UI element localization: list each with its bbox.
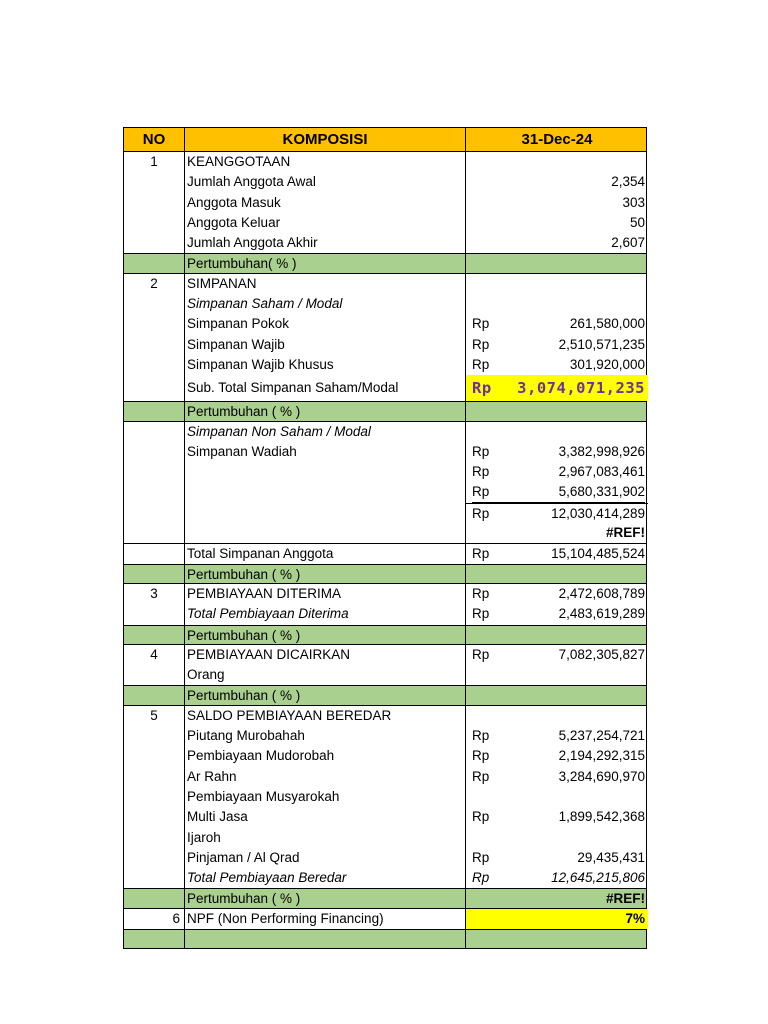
currency-label: Rp <box>472 379 492 398</box>
table-row <box>123 848 647 868</box>
table-row <box>123 294 647 314</box>
cell-no[interactable] <box>124 402 185 420</box>
currency-label: Rp <box>472 748 490 764</box>
cell-label[interactable]: Total Pembiayaan Beredar <box>185 868 466 888</box>
cell-label[interactable]: Pertumbuhan ( % ) <box>185 565 466 583</box>
cell-label[interactable]: Jumlah Anggota Akhir <box>185 233 466 253</box>
cell-no[interactable] <box>124 544 185 563</box>
cell-no[interactable] <box>124 746 185 766</box>
cell-value[interactable] <box>466 233 648 253</box>
cell-no[interactable]: 5 <box>124 706 185 726</box>
value-text <box>494 626 645 644</box>
cell-label[interactable]: Pertumbuhan ( % ) <box>185 626 466 644</box>
cell-no[interactable] <box>124 294 185 314</box>
spreadsheet-table <box>123 127 647 949</box>
cell-label[interactable]: KEANGGOTAAN <box>185 152 466 172</box>
cell-label[interactable] <box>185 523 466 543</box>
cell-value[interactable] <box>466 254 648 272</box>
cell-value[interactable] <box>466 665 648 685</box>
cell-no[interactable]: 1 <box>124 152 185 172</box>
cell-value[interactable] <box>466 462 648 482</box>
cell-value[interactable] <box>466 930 648 948</box>
currency-label <box>472 665 494 685</box>
cell-value[interactable] <box>466 686 648 704</box>
cell-no[interactable] <box>124 422 185 442</box>
growth-row <box>123 685 647 705</box>
value-text: 2,472,608,789 <box>558 585 645 601</box>
currency-label: Rp <box>472 728 490 744</box>
cell-label[interactable]: Simpanan Wajib Khusus <box>185 355 466 375</box>
cell-no[interactable] <box>124 482 185 502</box>
value-text: 303 <box>622 194 645 210</box>
value-text: 2,607 <box>611 235 645 251</box>
currency-label <box>472 402 494 420</box>
currency-label: Rp <box>472 870 490 886</box>
currency-label <box>472 152 494 172</box>
cell-label[interactable]: Pembiayaan Mudorobah <box>185 746 466 766</box>
cell-label[interactable]: Ijaroh <box>185 828 466 848</box>
cell-label[interactable]: SALDO PEMBIAYAAN BEREDAR <box>185 706 466 726</box>
value-text: #REF! <box>605 891 645 907</box>
cell-value[interactable] <box>466 213 648 233</box>
cell-value[interactable] <box>466 544 648 563</box>
cell-no[interactable] <box>124 442 185 462</box>
value-text: 261,580,000 <box>569 316 645 332</box>
cell-label[interactable]: Multi Jasa <box>185 807 466 827</box>
growth-row <box>123 564 647 584</box>
header-no[interactable]: NO <box>124 128 185 151</box>
cell-label[interactable] <box>185 462 466 482</box>
cell-label[interactable]: Total Pembiayaan Diterima <box>185 604 466 624</box>
table-row <box>123 543 647 563</box>
cell-value[interactable] <box>466 355 648 375</box>
cell-no[interactable] <box>124 807 185 827</box>
cell-value[interactable] <box>466 889 648 907</box>
currency-label <box>472 565 494 583</box>
growth-row <box>123 929 647 949</box>
table-row <box>123 422 647 442</box>
cell-value[interactable] <box>466 274 648 294</box>
table-row <box>123 746 647 766</box>
currency-label <box>472 787 494 807</box>
cell-value[interactable] <box>466 335 648 355</box>
cell-no[interactable]: 6 <box>124 909 185 929</box>
npf-value-highlight[interactable] <box>466 909 648 929</box>
table-row <box>123 314 647 334</box>
currency-label: Rp <box>472 849 490 865</box>
cell-value[interactable] <box>466 503 648 523</box>
table-row <box>123 767 647 787</box>
growth-row <box>123 888 647 908</box>
header-komposisi[interactable]: KOMPOSISI <box>185 128 466 151</box>
value-text <box>494 422 645 442</box>
cell-label[interactable]: Pertumbuhan ( % ) <box>185 889 466 907</box>
table-row <box>123 152 647 172</box>
value-text <box>494 706 645 726</box>
cell-value[interactable] <box>466 523 648 543</box>
cell-value[interactable] <box>466 645 648 665</box>
cell-label[interactable]: Pembiayaan Musyarokah <box>185 787 466 807</box>
cell-label[interactable]: Pertumbuhan ( % ) <box>185 686 466 704</box>
growth-row <box>123 401 647 421</box>
table-row <box>123 233 647 253</box>
value-text: 12,030,414,289 <box>551 505 645 521</box>
cell-no[interactable] <box>124 848 185 868</box>
table-row <box>123 584 647 604</box>
currency-label: Rp <box>472 809 490 825</box>
cell-value[interactable] <box>466 807 648 827</box>
cell-value[interactable] <box>466 442 648 462</box>
cell-label[interactable]: Pinjaman / Al Qrad <box>185 848 466 868</box>
cell-value[interactable] <box>466 848 648 868</box>
cell-label[interactable]: Jumlah Anggota Awal <box>185 172 466 192</box>
value-text: 301,920,000 <box>569 356 645 372</box>
value-text: #REF! <box>605 525 645 541</box>
value-text: 2,483,619,289 <box>558 606 645 622</box>
currency-label <box>472 626 494 644</box>
cell-value[interactable] <box>466 565 648 583</box>
cell-value[interactable] <box>466 726 648 746</box>
currency-label <box>472 233 494 253</box>
table-row <box>123 274 647 294</box>
currency-label <box>472 213 494 233</box>
cell-value[interactable] <box>466 787 648 807</box>
currency-label: Rp <box>472 505 490 521</box>
table-row <box>123 172 647 192</box>
table-row <box>123 604 647 624</box>
table-row <box>123 462 647 482</box>
cell-label[interactable]: PEMBIAYAAN DICAIRKAN <box>185 645 466 665</box>
cell-no[interactable] <box>124 930 185 948</box>
cell-label[interactable]: Sub. Total Simpanan Saham/Modal <box>185 375 466 401</box>
cell-no[interactable] <box>124 868 185 888</box>
currency-label <box>472 193 494 213</box>
value-text: 3,382,998,926 <box>558 443 645 459</box>
cell-no[interactable] <box>124 314 185 334</box>
cell-value[interactable] <box>466 604 648 624</box>
cell-label[interactable]: Simpanan Pokok <box>185 314 466 334</box>
cell-no[interactable] <box>124 193 185 213</box>
cell-no[interactable] <box>124 787 185 807</box>
cell-label[interactable]: Pertumbuhan ( % ) <box>185 402 466 420</box>
cell-no[interactable] <box>124 686 185 704</box>
cell-value[interactable] <box>466 402 648 420</box>
value-text: 3,284,690,970 <box>558 768 645 784</box>
table-row <box>123 355 647 375</box>
currency-label: Rp <box>472 464 490 480</box>
value-text <box>494 665 645 685</box>
cell-label[interactable]: Total Simpanan Anggota <box>185 544 466 563</box>
cell-no[interactable] <box>124 233 185 253</box>
cell-label[interactable]: SIMPANAN <box>185 274 466 294</box>
value-text: 29,435,431 <box>577 849 645 865</box>
cell-no[interactable] <box>124 335 185 355</box>
currency-label <box>472 294 494 314</box>
table-row <box>123 523 647 543</box>
cell-no[interactable] <box>124 565 185 583</box>
currency-label <box>472 274 494 294</box>
value-text: 1,899,542,368 <box>558 809 645 825</box>
cell-no[interactable] <box>124 523 185 543</box>
cell-value[interactable] <box>466 626 648 644</box>
currency-label <box>472 254 494 272</box>
value-text: 3,074,071,235 <box>517 379 645 398</box>
header-date[interactable]: 31-Dec-24 <box>521 131 593 148</box>
value-text: 2,354 <box>611 174 645 190</box>
cell-no[interactable] <box>124 726 185 746</box>
cell-no[interactable] <box>124 828 185 848</box>
currency-label: Rp <box>472 356 490 372</box>
currency-label <box>472 828 494 848</box>
value-text: 2,194,292,315 <box>558 748 645 764</box>
value-text: 5,237,254,721 <box>558 728 645 744</box>
cell-label[interactable] <box>185 930 466 948</box>
cell-label[interactable]: Pertumbuhan( % ) <box>185 254 466 272</box>
subtotal-value-highlight[interactable] <box>466 375 648 401</box>
currency-label <box>472 686 494 704</box>
value-text <box>494 930 645 948</box>
value-text: 15,104,485,524 <box>551 546 645 562</box>
currency-label: Rp <box>472 768 490 784</box>
value-text <box>494 787 645 807</box>
currency-label <box>472 909 494 929</box>
cell-value[interactable] <box>466 172 648 192</box>
currency-label <box>472 172 494 192</box>
cell-label[interactable]: NPF (Non Performing Financing) <box>185 909 466 929</box>
cell-label[interactable] <box>185 482 466 502</box>
table-row <box>123 787 647 807</box>
subtotal-row <box>123 375 647 401</box>
growth-row <box>123 625 647 645</box>
table-row <box>123 482 647 502</box>
cell-label[interactable]: Piutang Murobahah <box>185 726 466 746</box>
table-row <box>123 645 647 665</box>
value-text <box>494 686 645 704</box>
table-row <box>123 503 647 523</box>
value-text <box>494 152 645 172</box>
value-text: 7,082,305,827 <box>558 646 645 662</box>
currency-label: Rp <box>472 606 490 622</box>
currency-label <box>472 930 494 948</box>
cell-label[interactable] <box>185 503 466 523</box>
value-text: 5,680,331,902 <box>494 482 645 502</box>
cell-value[interactable] <box>466 152 648 172</box>
table-row <box>123 909 647 929</box>
cell-no[interactable]: 3 <box>124 584 185 604</box>
value-text: 50 <box>629 214 645 230</box>
cell-label[interactable]: Simpanan Wajib <box>185 335 466 355</box>
cell-label[interactable]: Simpanan Wadiah <box>185 442 466 462</box>
table-row <box>123 442 647 462</box>
cell-no[interactable]: 4 <box>124 645 185 665</box>
cell-value[interactable] <box>466 828 648 848</box>
cell-no[interactable] <box>124 172 185 192</box>
value-text <box>494 828 645 848</box>
currency-label <box>472 523 494 543</box>
table-row <box>123 193 647 213</box>
table-row <box>123 868 647 888</box>
cell-no[interactable] <box>124 503 185 523</box>
currency-label: Rp <box>472 546 490 562</box>
value-text <box>494 294 645 314</box>
cell-no[interactable]: 2 <box>124 274 185 294</box>
table-row <box>123 665 647 685</box>
cell-no[interactable] <box>124 626 185 644</box>
table-row <box>123 726 647 746</box>
value-text <box>494 402 645 420</box>
table-header <box>123 127 647 152</box>
value-text: 12,645,215,806 <box>551 870 645 886</box>
cell-no[interactable] <box>124 889 185 907</box>
value-text: 7% <box>625 910 645 926</box>
cell-label[interactable]: PEMBIAYAAN DITERIMA <box>185 584 466 604</box>
cell-no[interactable] <box>124 604 185 624</box>
cell-label[interactable]: Ar Rahn <box>185 767 466 787</box>
currency-label <box>472 889 494 907</box>
cell-value[interactable] <box>466 584 648 604</box>
value-text: 2,510,571,235 <box>558 336 645 352</box>
currency-label: Rp <box>472 336 490 352</box>
cell-no[interactable] <box>124 767 185 787</box>
cell-label[interactable]: Anggota Keluar <box>185 213 466 233</box>
cell-label[interactable]: Simpanan Non Saham / Modal <box>185 422 466 442</box>
table-row <box>123 828 647 848</box>
table-row <box>123 706 647 726</box>
value-text: 2,967,083,461 <box>558 464 645 480</box>
cell-label[interactable]: Orang <box>185 665 466 685</box>
growth-row <box>123 253 647 273</box>
currency-label: Rp <box>472 585 490 601</box>
cell-value[interactable] <box>466 294 648 314</box>
value-text <box>494 274 645 294</box>
cell-no[interactable] <box>124 462 185 482</box>
cell-value[interactable] <box>466 314 648 334</box>
cell-label[interactable]: Anggota Masuk <box>185 193 466 213</box>
table-row <box>123 213 647 233</box>
table-row <box>123 335 647 355</box>
currency-label <box>472 706 494 726</box>
cell-value[interactable] <box>466 767 648 787</box>
cell-value[interactable] <box>466 482 648 502</box>
cell-value[interactable] <box>466 746 648 766</box>
currency-label: Rp <box>472 482 494 502</box>
cell-no[interactable] <box>124 355 185 375</box>
cell-no[interactable] <box>124 213 185 233</box>
cell-no[interactable] <box>124 375 185 401</box>
value-text <box>494 254 645 272</box>
currency-label: Rp <box>472 646 490 662</box>
table-row <box>123 807 647 827</box>
currency-label: Rp <box>472 316 490 332</box>
cell-value[interactable] <box>466 868 648 888</box>
currency-label: Rp <box>472 443 490 459</box>
value-text <box>494 565 645 583</box>
cell-value[interactable] <box>466 706 648 726</box>
currency-label <box>472 422 494 442</box>
cell-value[interactable] <box>466 193 648 213</box>
cell-label[interactable]: Simpanan Saham / Modal <box>185 294 466 314</box>
cell-value[interactable] <box>466 422 648 442</box>
cell-no[interactable] <box>124 665 185 685</box>
cell-no[interactable] <box>124 254 185 272</box>
